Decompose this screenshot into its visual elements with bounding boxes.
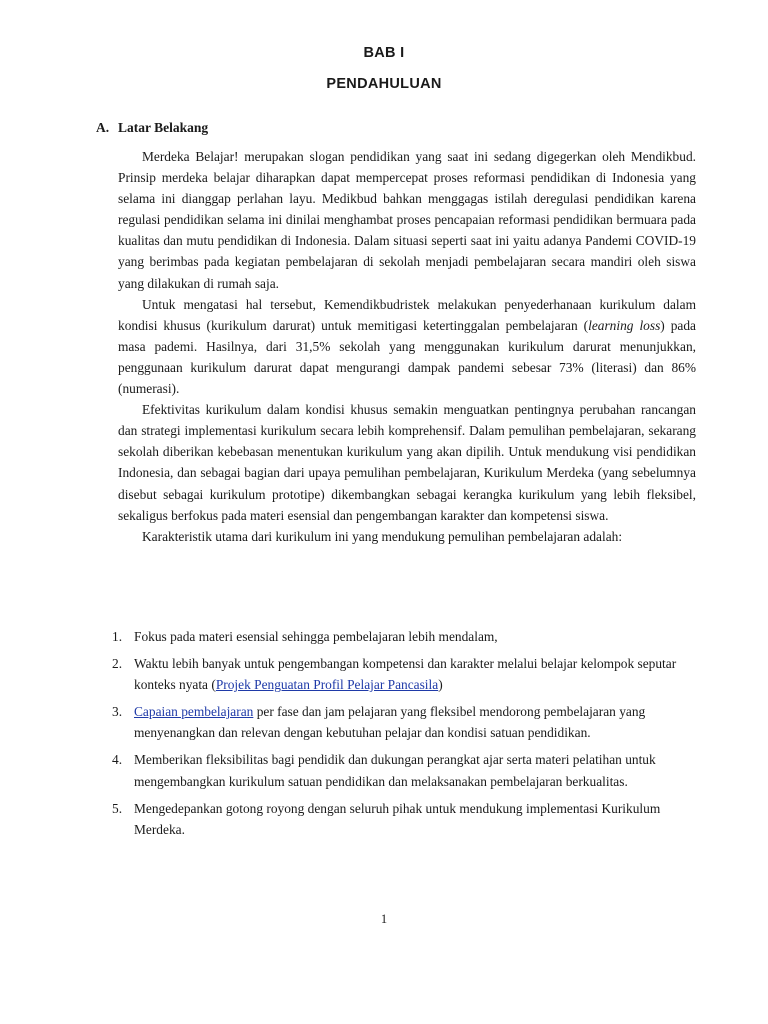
paragraph-2-text-a: Untuk mengatasi hal tersebut, Kemendikbudristek melakukan penyederhanaan kurikulum dalam kondisi khusus (kurikulum darurat) untuk memitigasi ketertinggalan pembelajaran ( — [118, 296, 696, 333]
list-item — [96, 626, 696, 647]
list-item-number: 1. — [112, 629, 123, 644]
section-title: Latar Belakang — [118, 120, 209, 135]
paragraph-2 — [118, 294, 696, 399]
list-item-number: 2. — [112, 656, 123, 672]
list-item-number: 4. — [112, 752, 123, 768]
list-item-text: Memberikan fleksibilitas bagi pendidik dan dukungan perangkat ajar serta materi pelatihan untuk mengembangkan kurikulum satuan pendidikan dan melaksanakan pembelajaran berkualitas. — [134, 752, 656, 789]
list-item-text: per fase dan jam pelajaran yang fleksibel mendorong pembelajaran yang menyenangkan dan relevan dengan kebutuhan pelajar dan kondisi satuan pendidikan. — [134, 704, 646, 741]
list-item-number: 5. — [112, 800, 123, 816]
link-projek-penguatan[interactable]: Projek Penguatan Profil Pelajar Pancasila — [215, 677, 439, 693]
chapter-title: PENDAHULUAN — [326, 76, 442, 92]
body-text — [118, 146, 696, 547]
list-item-number: 3. — [112, 704, 123, 720]
characteristics-list — [96, 626, 696, 846]
link-capaian-pembelajaran[interactable]: Capaian pembelajaran — [134, 704, 254, 720]
paragraph-2-italic-term: learning loss — [588, 317, 661, 333]
page-number: 1 — [380, 912, 388, 926]
list-item — [96, 798, 696, 840]
list-item-text: Waktu lebih banyak untuk pengembangan kompetensi dan karakter melalui belajar kelompok seputar konteks nyata ( — [134, 656, 677, 693]
section-heading — [96, 120, 208, 136]
list-item-text: Fokus pada materi esensial sehingga pembelajaran lebih mendalam, — [134, 629, 498, 644]
section-number: A. — [96, 120, 110, 135]
list-item-text-end: ) — [438, 677, 443, 693]
chapter-label: BAB I — [363, 45, 405, 61]
paragraph-3: Efektivitas kurikulum dalam kondisi khusus semakin menguatkan pentingnya perubahan rancangan dan strategi implementasi kurikulum secara lebih komprehensif. Dalam pemulihan pembelajaran, sekarang sekolah diberikan kebebasan menentukan kurikulum yang akan dipilih. Untuk mendukung visi pendidikan Indonesia, dan sebagai bagian dari upaya pemulihan pembelajaran, Kurikulum Merdeka (yang sebelumnya disebut sebagai kurikulum prototipe) dikembangkan sebagai kerangka kurikulum yang lebih fleksibel, sekaligus berfokus pada materi esensial dan pengembangan karakter dan kompetensi siswa. — [118, 402, 696, 523]
list-item — [96, 749, 696, 791]
paragraph-1: Merdeka Belajar! merupakan slogan pendidikan yang saat ini sedang digegerkan oleh Mendikbud. Prinsip merdeka belajar diharapkan dapat mempercepat proses reformasi pendidikan di Indonesia yang selama ini dianggap perlahan layu. Medikbud bahkan menggagas istilah deregulasi pendidikan karena regulasi pendidikan selama ini dinilai menghambat proses pencapaian reformasi pendidikan bermuara pada kualitas dan mutu pendidikan di Indonesia. Dalam situasi seperti saat ini yaitu adanya Pandemi COVID-19 yang berimbas pada kegiatan pembelajaran di sekolah menjadi pembelajaran secara mandiri oleh siswa yang dilakukan di rumah saja. — [118, 149, 696, 291]
list-item-text: Mengedepankan gotong royong dengan seluruh pihak untuk mendukung implementasi Kurikulum Merdeka. — [134, 800, 661, 837]
list-item — [96, 653, 696, 695]
paragraph-2-text-b: ) pada masa pademi. Hasilnya, dari 31,5% sekolah yang menggunakan kurikulum darurat menunjukkan, penggunaan kurikulum darurat dapat mengurangi dampak pandemi sebesar 73% (literasi) dan 86% (numerasi). — [118, 317, 696, 397]
list-item — [96, 701, 696, 743]
paragraph-4: Karakteristik utama dari kurikulum ini yang mendukung pemulihan pembelajaran adalah: — [142, 528, 623, 544]
